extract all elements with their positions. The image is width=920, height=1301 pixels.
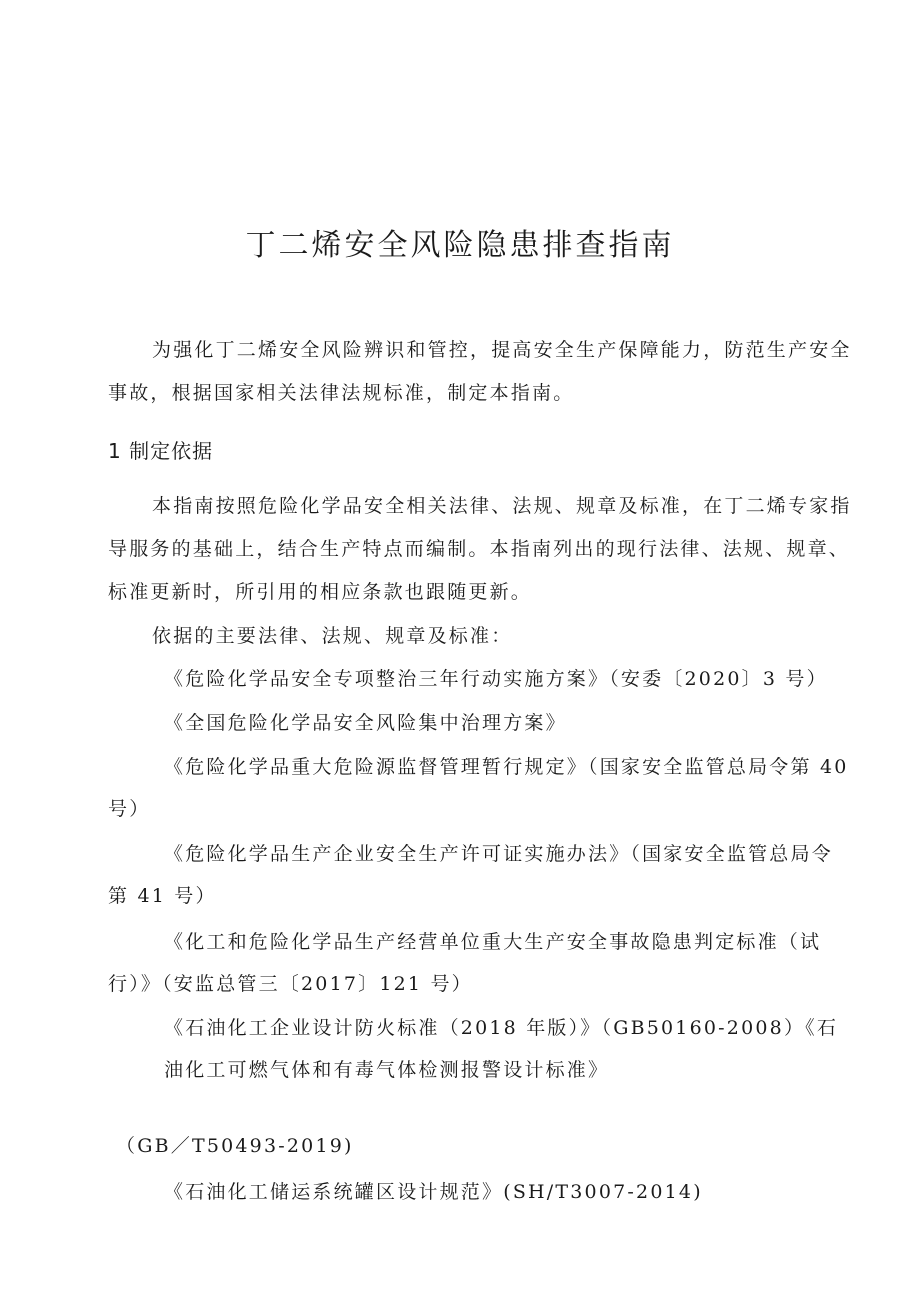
document-title: 丁二烯安全风险隐患排查指南 <box>245 228 675 263</box>
section-heading: 1 制定依据 <box>108 439 214 463</box>
basis-para-line-2: 导服务的基础上，结合生产特点而编制。本指南列出的现行法律、法规、规章、 <box>108 538 851 560</box>
list-intro: 依据的主要法律、法规、规章及标准： <box>152 625 513 647</box>
reference-item: 《化工和危险化学品生产经营单位重大生产安全事故隐患判定标准（试 <box>164 931 822 953</box>
reference-item: 《石油化工企业设计防火标准（2018 年版）》（GB50160-2008）《石 <box>164 1017 839 1039</box>
reference-item: （GB／T50493-2019) <box>116 1135 354 1157</box>
reference-item: 《全国危险化学品安全风险集中治理方案》 <box>164 712 567 734</box>
reference-item-continued: 号） <box>108 798 151 820</box>
reference-item: 《危险化学品重大危险源监督管理暂行规定》（国家安全监管总局令第 40 <box>164 756 849 778</box>
intro-line-1: 为强化丁二烯安全风险辨识和管控，提高安全生产保障能力，防范生产安全 <box>152 339 852 361</box>
intro-line-2: 事故，根据国家相关法律法规标准，制定本指南。 <box>108 382 575 404</box>
reference-item: 《危险化学品生产企业安全生产许可证实施办法》（国家安全监管总局令 <box>164 843 833 865</box>
basis-para-line-3: 标准更新时，所引用的相应条款也跟随更新。 <box>108 581 533 603</box>
reference-item-continued: 油化工可燃气体和有毒气体检测报警设计标准》 <box>164 1059 610 1081</box>
reference-item-continued: 第 41 号） <box>108 885 217 907</box>
basis-para-line-1: 本指南按照危险化学品安全相关法律、法规、规章及标准，在丁二烯专家指 <box>152 495 852 517</box>
reference-item: 《石油化工储运系统罐区设计规范》(SH/T3007-2014) <box>164 1181 703 1203</box>
reference-item-continued: 行）》（安监总管三〔2017〕121 号） <box>108 973 473 995</box>
reference-item: 《危险化学品安全专项整治三年行动实施方案》（安委〔2020〕3 号） <box>164 668 828 690</box>
